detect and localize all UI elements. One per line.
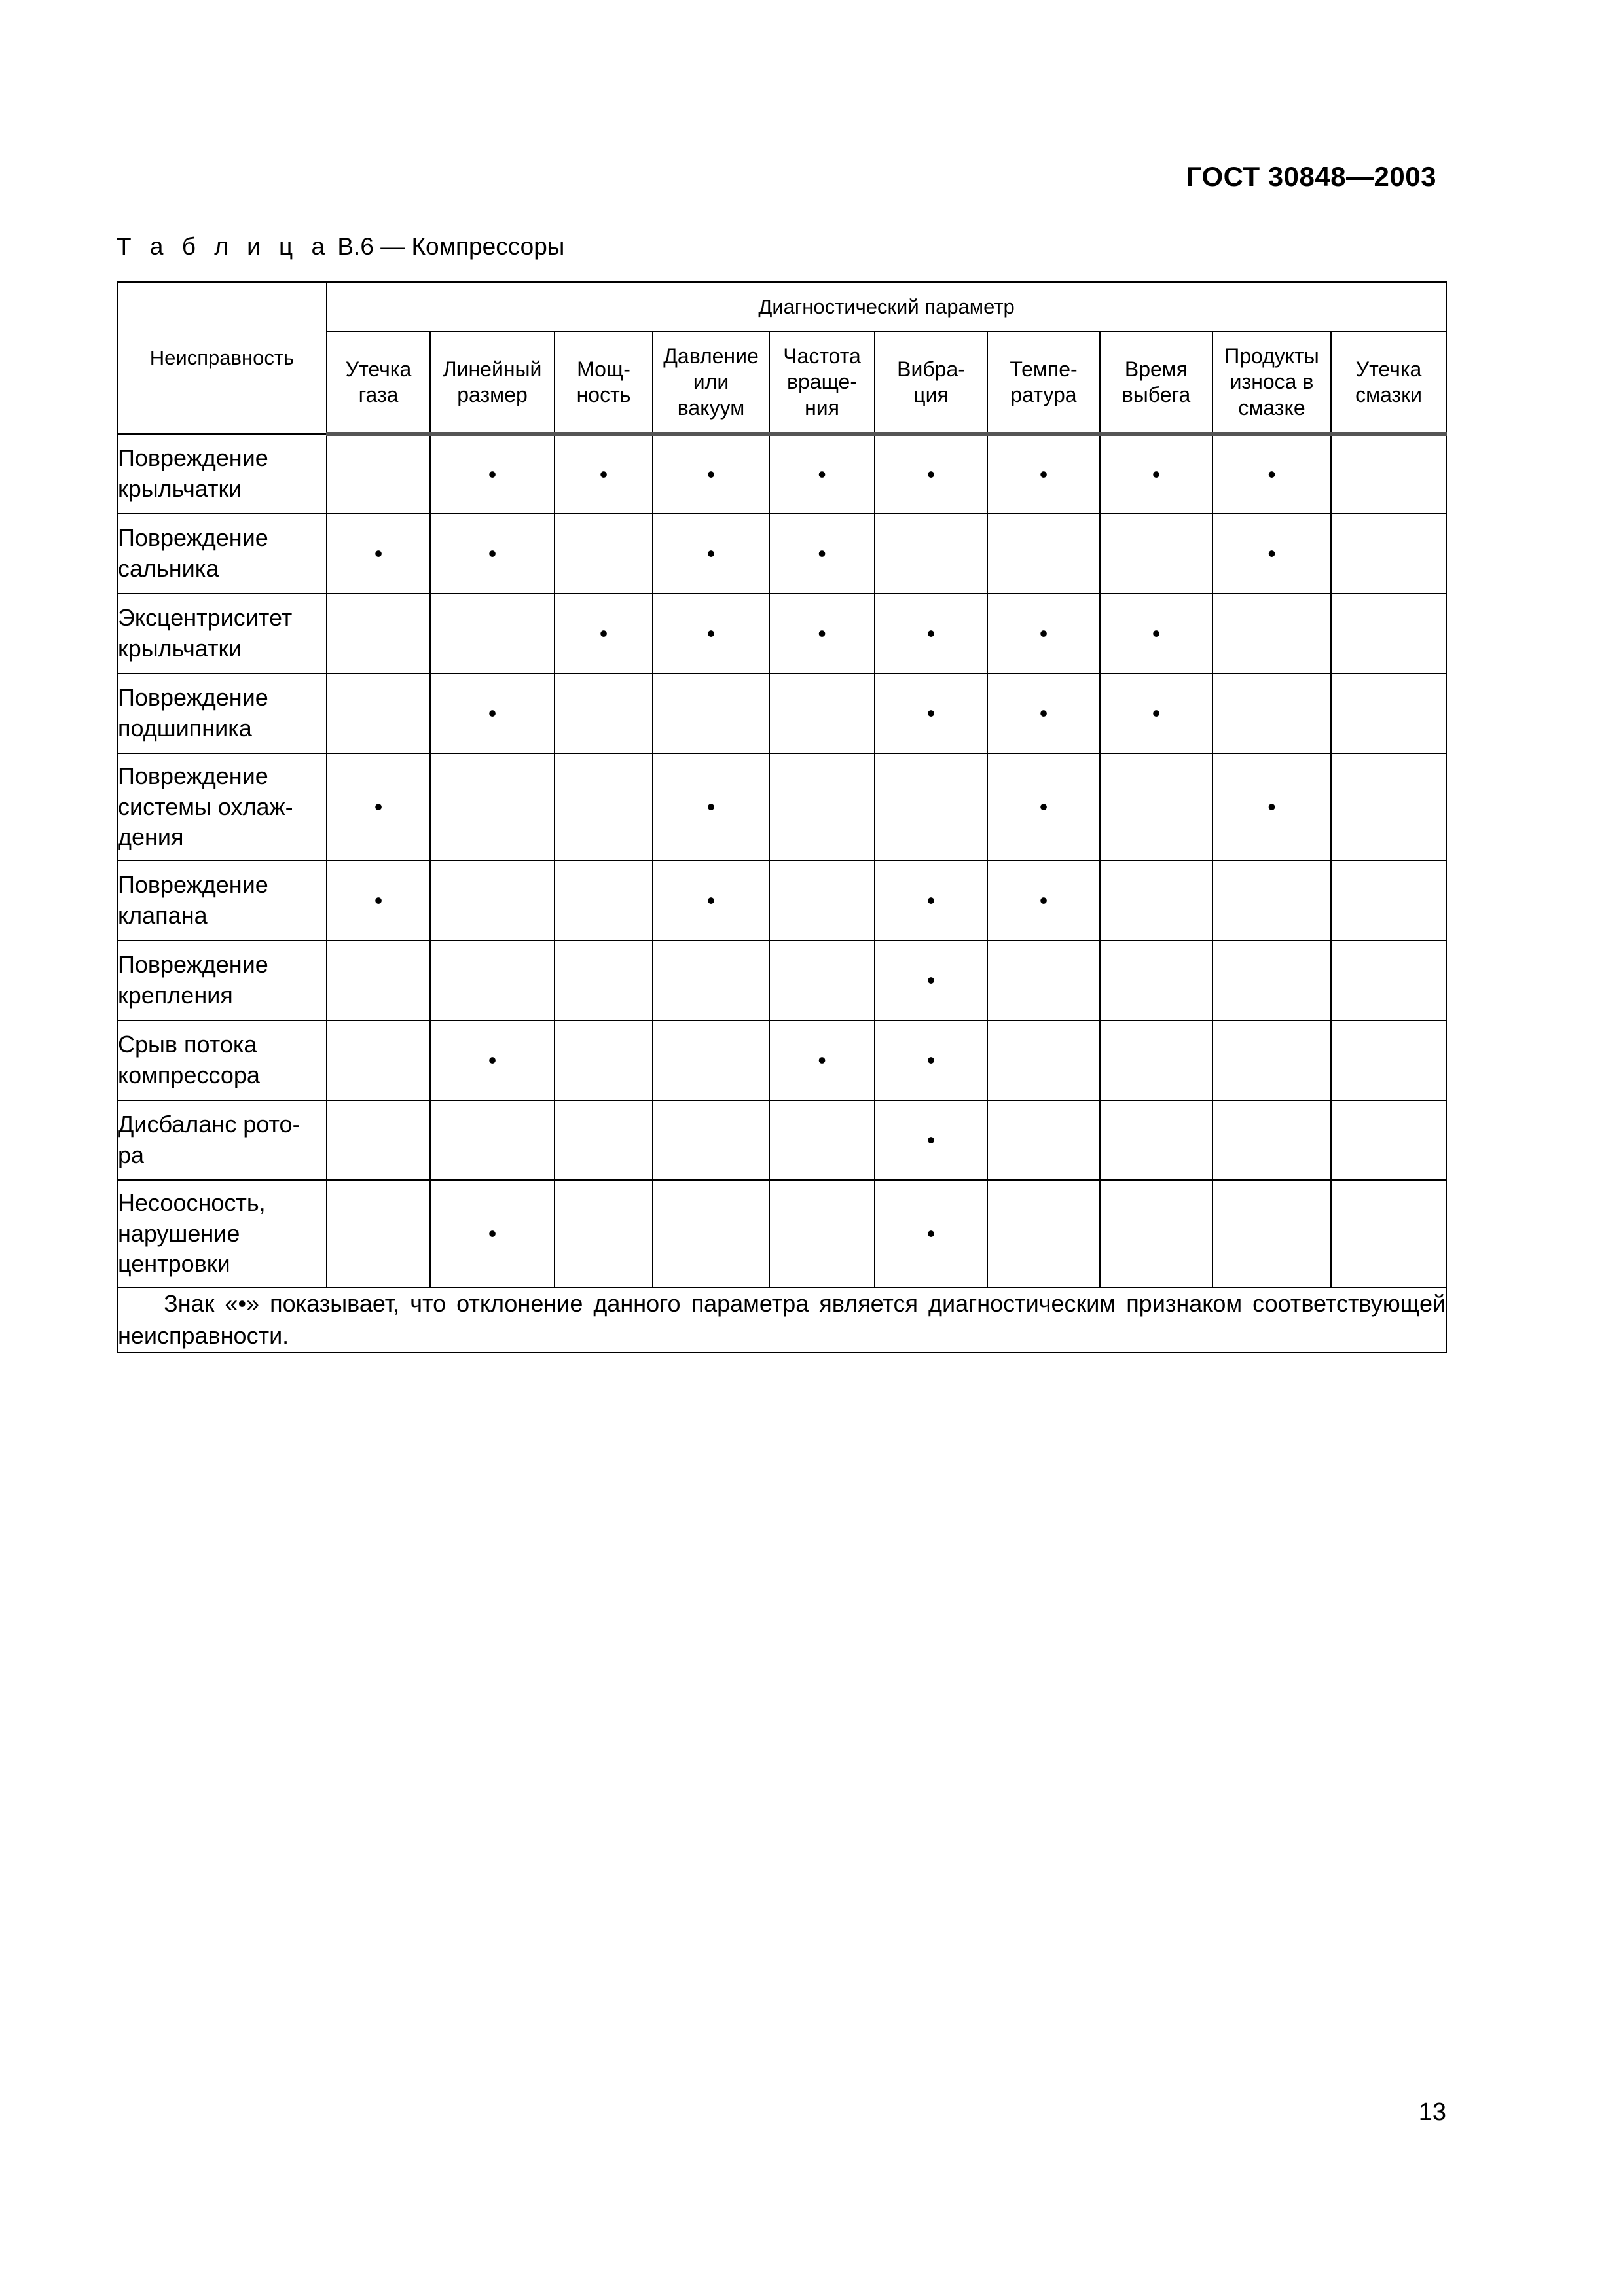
mark-cell [430,594,555,673]
mark-cell [987,1100,1100,1180]
mark-cell [653,673,769,753]
mark-cell [327,1180,430,1287]
parameter-header-line: Давление [663,344,759,368]
table-row [117,941,1446,1020]
mark-cell: • [769,1020,875,1100]
fault-line: системы охлаж- [118,793,293,820]
mark-cell [555,1180,653,1287]
mark-cell [1100,1180,1213,1287]
parameter-header [430,332,555,434]
mark-cell: • [1100,594,1213,673]
mark-cell: • [327,753,430,861]
mark-cell [327,1020,430,1100]
mark-cell [1331,1100,1446,1180]
fault-line: Повреждение [118,951,268,978]
fault-line: Срыв потока [118,1031,257,1058]
mark-cell [769,941,875,1020]
mark-cell [1100,861,1213,941]
fault-cell [117,514,327,594]
fault-line: ра [118,1141,145,1168]
mark-cell: • [875,434,987,514]
mark-cell [555,514,653,594]
parameter-header-line: смазке [1238,395,1305,420]
mark-cell [555,753,653,861]
mark-cell: • [653,514,769,594]
fault-line: клапана [118,902,208,929]
mark-cell: • [653,434,769,514]
fault-cell [117,1100,327,1180]
parameter-header [1213,332,1331,434]
fault-line: Эксцентриситет [118,604,293,632]
parameter-header [875,332,987,434]
mark-cell [327,434,430,514]
mark-cell [1331,941,1446,1020]
fault-line: компрессора [118,1062,260,1088]
mark-cell [769,673,875,753]
fault-line: крепления [118,982,233,1009]
table-caption-title: В.6 — Компрессоры [331,233,565,260]
parameter-header [769,332,875,434]
mark-cell: • [555,434,653,514]
mark-cell [1213,1100,1331,1180]
mark-cell: • [653,594,769,673]
table-row [117,434,1446,514]
mark-cell: • [987,434,1100,514]
mark-cell: • [653,861,769,941]
mark-cell: • [430,1020,555,1100]
table-caption-label: Т а б л и ц а [117,233,331,260]
fault-line: Несоосность, [118,1189,266,1216]
parameter-header-line: Продукты [1224,344,1319,368]
parameter-group-header: Диагностический параметр [327,282,1446,332]
mark-cell: • [875,861,987,941]
mark-cell: • [430,1180,555,1287]
mark-cell: • [327,514,430,594]
fault-cell [117,861,327,941]
fault-line: дения [118,823,184,851]
mark-cell [555,941,653,1020]
mark-cell [430,941,555,1020]
mark-cell [653,1100,769,1180]
fault-line: Повреждение [118,762,268,789]
parameter-header-line: износа в [1230,370,1314,394]
parameter-header-line: Утечка [345,357,412,381]
mark-cell [875,753,987,861]
mark-cell [1331,753,1446,861]
mark-cell [987,1180,1100,1287]
mark-cell: • [327,861,430,941]
mark-cell: • [1213,514,1331,594]
fault-column-header: Неисправность [117,282,327,434]
fault-cell [117,434,327,514]
mark-cell [1331,434,1446,514]
mark-cell [327,1100,430,1180]
mark-cell [653,1020,769,1100]
parameter-header-line: вакуум [677,395,745,420]
parameter-header [1331,332,1446,434]
mark-cell [430,753,555,861]
parameter-header-line: ния [805,395,839,420]
parameter-header-line: Частота [783,344,861,368]
parameter-header-line: или [693,370,729,394]
mark-cell: • [987,594,1100,673]
parameter-header-line: газа [358,383,399,406]
parameter-header-line: выбега [1122,383,1191,406]
fault-line: крыльчатки [118,475,242,502]
mark-cell: • [430,434,555,514]
mark-cell [987,514,1100,594]
fault-line: Повреждение [118,871,268,899]
mark-cell: • [769,514,875,594]
fault-cell [117,1020,327,1100]
parameter-header [1100,332,1213,434]
mark-cell [327,941,430,1020]
parameter-header [327,332,430,434]
mark-cell [1100,941,1213,1020]
mark-cell: • [1213,753,1331,861]
parameter-header-line: Вибра- [897,357,965,381]
table-row [117,861,1446,941]
mark-cell [555,1020,653,1100]
parameter-header-line: Линейный [443,357,542,381]
parameter-header-line: Темпе- [1010,357,1078,381]
mark-cell: • [1100,434,1213,514]
fault-line: подшипника [118,715,252,742]
table-row [117,1180,1446,1287]
mark-cell: • [875,1100,987,1180]
mark-cell [1100,1020,1213,1100]
parameter-header-line: смазки [1355,383,1423,406]
mark-cell [987,1020,1100,1100]
fault-cell [117,594,327,673]
mark-cell [555,1100,653,1180]
table-row [117,1020,1446,1100]
parameter-header-line: враще- [786,370,857,394]
mark-cell [430,861,555,941]
parameter-header [555,332,653,434]
mark-cell [653,941,769,1020]
mark-cell: • [769,434,875,514]
page-number: 13 [1418,2098,1446,2126]
mark-cell [1331,861,1446,941]
mark-cell [769,1180,875,1287]
mark-cell: • [653,753,769,861]
mark-cell: • [555,594,653,673]
mark-cell [1331,1020,1446,1100]
mark-cell: • [430,514,555,594]
mark-cell [769,861,875,941]
mark-cell [1100,1100,1213,1180]
mark-cell: • [1213,434,1331,514]
fault-line: Повреждение [118,444,268,472]
mark-cell: • [769,594,875,673]
mark-cell: • [875,1020,987,1100]
mark-cell: • [875,594,987,673]
table-row [117,753,1446,861]
fault-cell [117,753,327,861]
fault-line: Дисбаланс рото- [118,1111,301,1138]
mark-cell [555,861,653,941]
mark-cell [430,1100,555,1180]
diagnostics-table [117,281,1447,1353]
mark-cell [1100,514,1213,594]
mark-cell [1100,753,1213,861]
table-note: Знак «•» показывает, что отклонение данного параметра является диагностическим признаком соответствующей неисправности. [117,1287,1446,1352]
mark-cell: • [987,753,1100,861]
mark-cell [875,514,987,594]
fault-line: нарушение [118,1219,240,1247]
mark-cell [769,753,875,861]
fault-cell [117,673,327,753]
fault-line: крыльчатки [118,635,242,662]
mark-cell: • [875,1180,987,1287]
fault-line: Повреждение [118,684,268,711]
mark-cell: • [987,861,1100,941]
parameter-header-line: ность [576,383,631,406]
mark-cell [1213,673,1331,753]
parameter-header [653,332,769,434]
fault-cell [117,1180,327,1287]
mark-cell [555,673,653,753]
table-caption [117,233,564,260]
mark-cell [327,673,430,753]
mark-cell: • [875,941,987,1020]
table-row [117,514,1446,594]
mark-cell [653,1180,769,1287]
parameter-header-line: размер [457,383,528,406]
mark-cell [1331,1180,1446,1287]
fault-cell [117,941,327,1020]
mark-cell: • [987,673,1100,753]
table-row [117,1100,1446,1180]
fault-line: центровки [118,1250,230,1278]
fault-line: сальника [118,555,219,582]
mark-cell [1213,594,1331,673]
parameter-header-line: Утечка [1355,357,1422,381]
parameter-header [987,332,1100,434]
mark-cell: • [1100,673,1213,753]
parameter-header-line: ция [913,383,949,406]
mark-cell [1213,1020,1331,1100]
mark-cell: • [430,673,555,753]
fault-line: Повреждение [118,524,268,552]
mark-cell [769,1100,875,1180]
table-row [117,673,1446,753]
mark-cell [1213,941,1331,1020]
document-code: ГОСТ 30848—2003 [1186,161,1436,192]
table-row [117,594,1446,673]
mark-cell [1331,514,1446,594]
mark-cell [1331,673,1446,753]
mark-cell [987,941,1100,1020]
mark-cell [1213,861,1331,941]
parameter-header-line: Мощ- [577,357,630,381]
parameter-header-line: Время [1124,357,1188,381]
parameter-header-line: ратура [1010,383,1077,406]
mark-cell: • [875,673,987,753]
mark-cell [1331,594,1446,673]
mark-cell [327,594,430,673]
mark-cell [1213,1180,1331,1287]
